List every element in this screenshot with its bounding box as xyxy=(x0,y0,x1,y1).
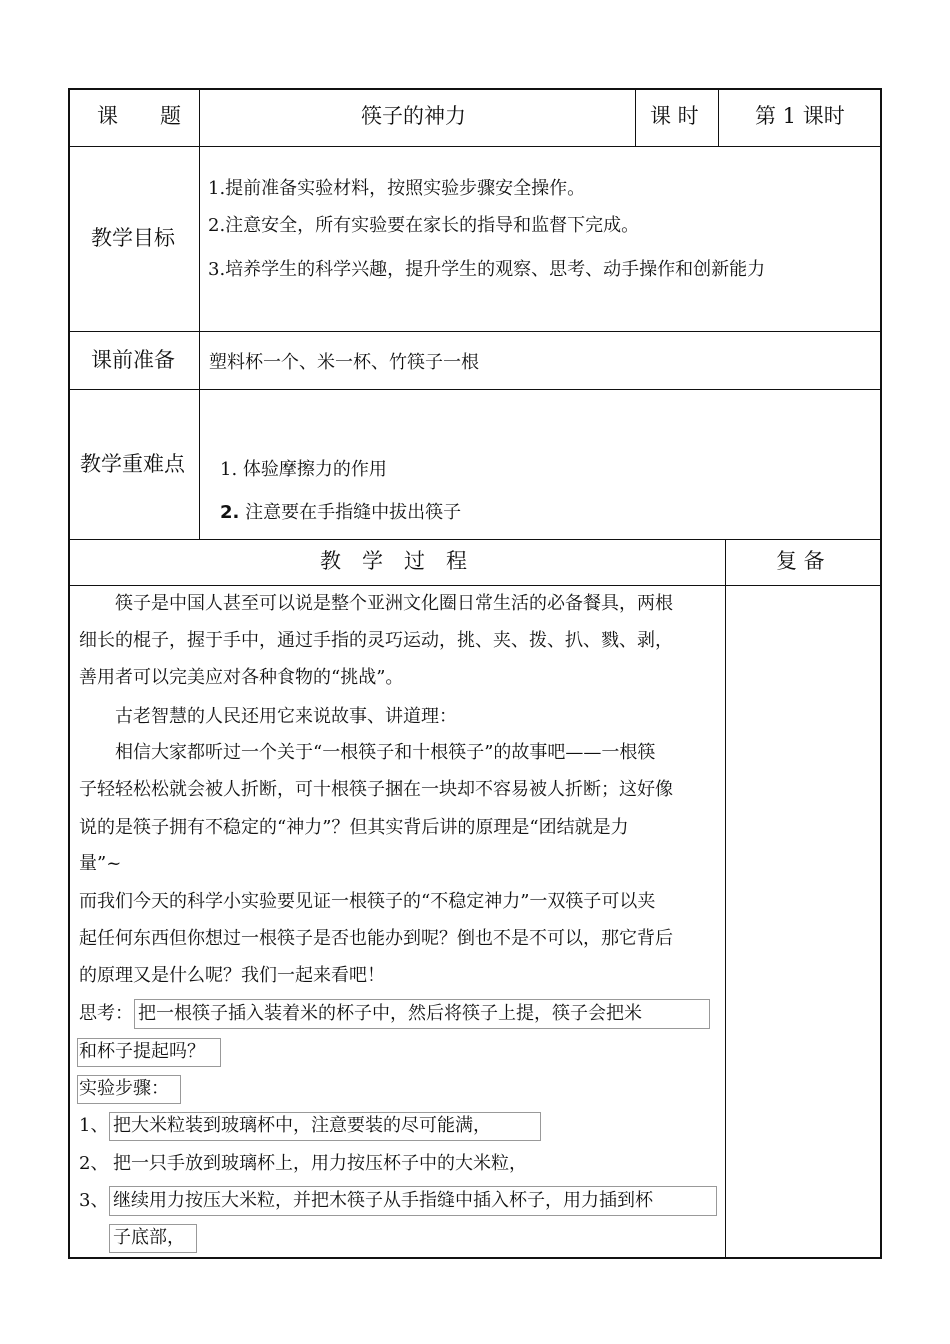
topic-value: 筷子的神力 xyxy=(361,104,466,128)
key-point-item: 1. 体验摩擦力的作用 xyxy=(220,459,387,480)
table-border-bottom xyxy=(726,1257,882,1259)
process-line: 量”~ xyxy=(79,853,122,874)
process-line: 相信大家都听过一个关于“一根筷子和十根筷子”的故事吧——一根筷 xyxy=(79,742,656,763)
objectives-label: 教学目标 xyxy=(91,226,175,250)
notes-header: 复 备 xyxy=(776,549,825,573)
step-text: 把一只手放到玻璃杯上，用力按压杯子中的大米粒， xyxy=(113,1153,527,1174)
process-line: 善用者可以完美应对各种食物的“挑战”。 xyxy=(79,667,404,688)
process-line: 古老智慧的人民还用它来说故事、讲道理： xyxy=(79,706,457,727)
table-line xyxy=(635,88,636,146)
process-line: 说的是筷子拥有不稳定的“神力”？但其实背后讲的原理是“团结就是力 xyxy=(79,817,629,838)
process-header: 教 学 过 程 xyxy=(320,549,467,573)
table-line xyxy=(725,539,726,1259)
preparation-label: 课前准备 xyxy=(91,348,175,372)
step-text: 继续用力按压大米粒，并把木筷子从手指缝中插入杯子，用力插到杯 xyxy=(113,1190,653,1211)
table-border-top xyxy=(68,88,882,90)
objective-item: 1.提前准备实验材料，按照实验步骤安全操作。 xyxy=(208,178,586,199)
key-points-label: 教学重难点 xyxy=(80,452,185,476)
process-line: 筷子是中国人甚至可以说是整个亚洲文化圈日常生活的必备餐具，两根 xyxy=(79,593,673,614)
step-text: 子底部， xyxy=(113,1227,185,1248)
process-line: 起任何东西但你想过一根筷子是否也能办到呢？倒也不是不可以，那它背后 xyxy=(79,928,673,949)
period-label: 课 时 xyxy=(650,104,699,128)
process-line: 细长的棍子，握于手中，通过手指的灵巧运动，挑、夹、拨、扒、戮、剥， xyxy=(79,630,673,651)
table-line xyxy=(718,88,719,146)
key-point-text: 注意要在手指缝中拔出筷子 xyxy=(245,502,462,523)
table-line xyxy=(68,146,882,147)
steps-label: 实验步骤： xyxy=(79,1078,169,1099)
key-point-item xyxy=(220,502,461,524)
key-point-number: 2. xyxy=(220,502,240,523)
table-line xyxy=(68,331,882,332)
topic-label: 课 题 xyxy=(97,104,181,128)
period-value: 第 1 课时 xyxy=(755,104,845,128)
think-question-line1: 把一根筷子插入装着米的杯子中，然后将筷子上提，筷子会把米 xyxy=(138,1003,642,1024)
step-text: 把大米粒装到玻璃杯中，注意要装的尽可能满， xyxy=(113,1115,491,1136)
step-number: 3、 xyxy=(79,1190,109,1211)
process-line: 的原理又是什么呢？我们一起来看吧！ xyxy=(79,965,385,986)
table-border-bottom xyxy=(68,1257,726,1259)
table-line xyxy=(68,585,882,586)
think-question-line2: 和杯子提起吗？ xyxy=(79,1041,205,1062)
think-label: 思考： xyxy=(79,1003,133,1024)
process-line: 而我们今天的科学小实验要见证一根筷子的“不稳定神力”一双筷子可以夹 xyxy=(79,891,656,912)
step-number: 1、 xyxy=(79,1115,109,1136)
table-line xyxy=(68,389,882,390)
table-line xyxy=(199,88,200,539)
table-line xyxy=(68,539,882,540)
table-border-left xyxy=(68,88,70,1259)
step-number: 2、 xyxy=(79,1153,109,1174)
table-border-right xyxy=(880,88,882,1259)
objective-item: 2.注意安全，所有实验要在家长的指导和监督下完成。 xyxy=(208,215,640,236)
process-line: 子轻轻松松就会被人折断，可十根筷子捆在一块却不容易被人折断；这好像 xyxy=(79,779,673,800)
objective-item: 3.培养学生的科学兴趣，提升学生的观察、思考、动手操作和创新能力 xyxy=(208,259,766,280)
preparation-value: 塑料杯一个、米一杯、竹筷子一根 xyxy=(209,352,479,373)
